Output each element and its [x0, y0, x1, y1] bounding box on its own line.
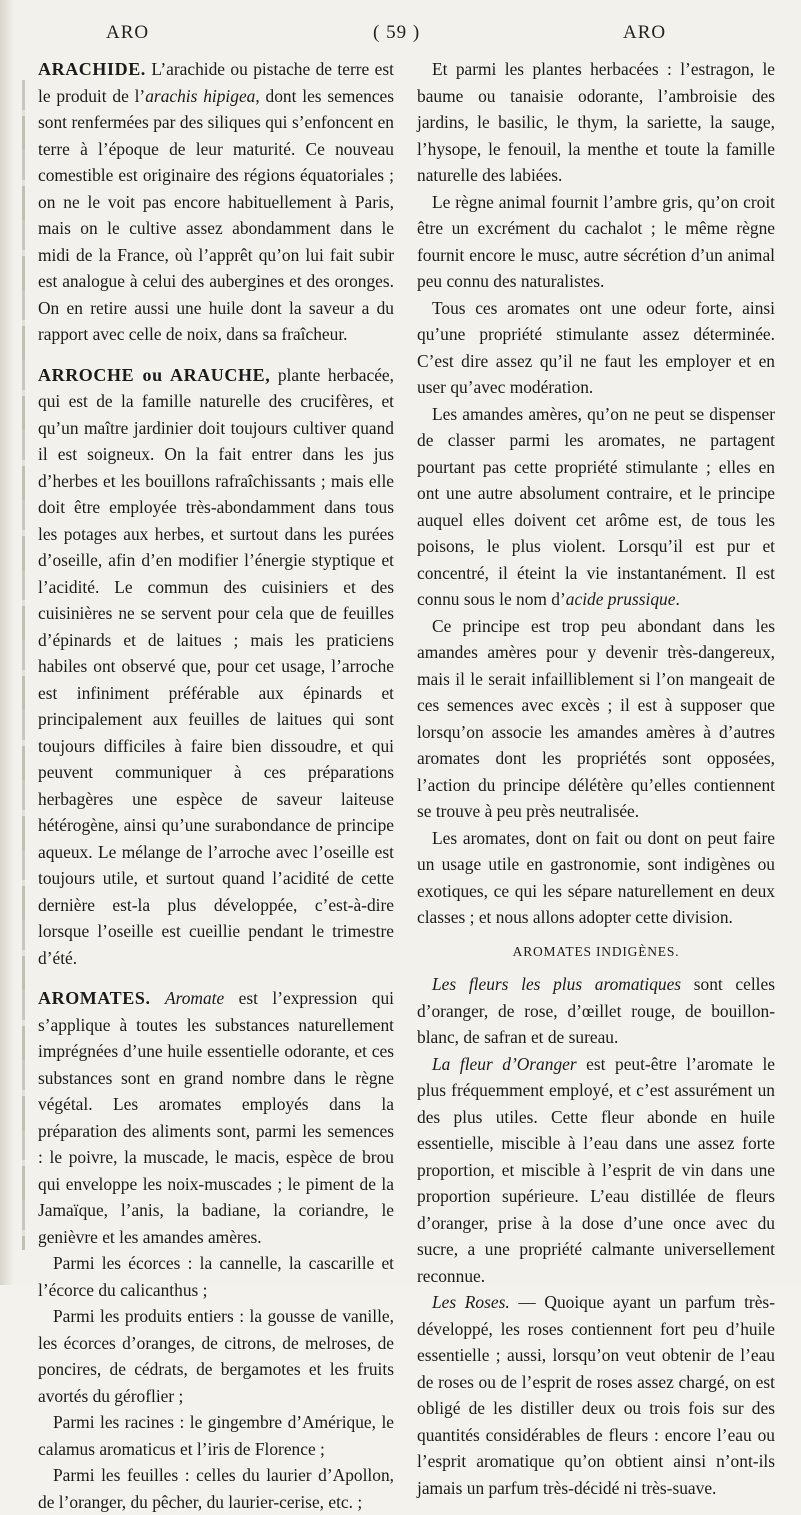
- paragraph-racines: Parmi les racines : le gingembre d’Amérique, le calamus aromaticus et l’iris de Florence ;: [38, 1412, 394, 1459]
- entry-text: plante herbacée, qui est de la famille naturelle des crucifères, et qu’un maître jardinier doit toujours cultiver quand il est soigneux. On la fait entrer dans les jus d’herbes et les bouillons rafraîchissants ; mais elle doit être employée très-abondamment dans tous les potages aux herbes, et surtout dans les purées d’oseille, afin d’en modifier l’énergie styptique et l’acidité. Le commun des cuisiniers et des cuisinières ne se servent pour cela que de feuilles d’épinards et de laitues ; mais les praticiens habiles ont observé que, pour cet usage, l’arroche est infiniment préférable aux épinards et principalement aux feuilles de laitues qui sont toujours difficiles à faire bien dissoudre, et qui peuvent communiquer à ces préparations herbagères une espèce de saveur laiteuse hétérogène, ainsi qu’une surabondance de principe aqueux. Le mélange de l’arroche avec l’oseille est toujours utile, et surtout quand l’acidité de cette dernière est-la plus développée, c’est-à-dire lorsque l’oseille est cueillie pendant le trimestre d’été.: [38, 364, 394, 968]
- page-edge-shadow: [0, 0, 14, 1285]
- margin-rule: [22, 80, 25, 1250]
- paragraph-odeur: Tous ces aromates ont une odeur forte, ainsi qu’une propriété stimulante assez déterminée. C’est dire assez qu’il ne faut les employer et en user qu’avec modération.: [417, 297, 775, 397]
- paragraph-text: est peut-être l’aromate le plus fréquemment employé, et c’est assurément un des plus utiles. Cette fleur abonde en huile essentielle, miscible à l’eau dans une assez forte proportion, et miscible à l’esprit de vin dans une proportion supérieure. L’eau distillée de fleurs d’oranger, prise à la dose d’une once avec du sucre, a une propriété calmante universellement reconnue.: [417, 1053, 775, 1286]
- entry-arroche: [38, 362, 394, 972]
- paragraph-gastronomie: Les aromates, dont on fait ou dont on peut faire un usage utile en gastronomie, sont indigènes ou exotiques, ce qui les sépare naturellement en deux classes ; et nous allons adopter cette division.: [417, 827, 775, 927]
- entry-italic: arachis hipigea: [145, 85, 256, 106]
- paragraph-text: sont celles d’oranger, de rose, d’œillet rouge, de bouillon-blanc, de safran et de sureau.: [417, 974, 775, 1047]
- left-column: [38, 56, 394, 1515]
- entry-italic: Aromate: [164, 988, 225, 1008]
- paragraph-italic: Les fleurs les plus aromatiques: [432, 974, 682, 994]
- paragraph-roses: [417, 1289, 775, 1501]
- paragraph-fleurs: [417, 971, 775, 1051]
- paragraph-amandes: [417, 401, 775, 613]
- entry-headword: ARACHIDE.: [38, 59, 146, 79]
- paragraph-ecorces: Parmi les écorces : la cannelle, la cascarille et l’écorce du calicanthus ;: [38, 1253, 394, 1300]
- entry-arachide: [38, 56, 394, 348]
- paragraph-herbacees: Et parmi les plantes herbacées : l’estragon, le baume ou tanaisie odorante, l’ambroisie des jardins, le basilic, le thym, la sariette, la sauge, l’hysope, le fenouil, la menthe et toute la famille naturelle des labiées.: [417, 59, 775, 185]
- paragraph-produits: Parmi les produits entiers : la gousse de vanille, les écorces d’oranges, de citrons, de melroses, de poncires, de cédrats, de bergamotes et les fruits avortés du géroflier ;: [38, 1306, 394, 1406]
- paragraph-italic: acide prussique: [565, 589, 676, 609]
- paragraph-principe: Ce principe est trop peu abondant dans les amandes amères pour y devenir très-dangereux, mais il le serait infailliblement si l’on mangeait de ces semences avec excès ; il est à supposer que lorsqu’on associe les amandes amères à d’autres aromates dont les propriétés sont opposées, l’action du principe délétère qu’elles contiennent se trouve à peu près neutralisée.: [417, 615, 775, 821]
- paragraph-text: Les amandes amères, qu’on ne peut se dispenser de classer parmi les aromates, ne partagent pourtant pas cette propriété stimulante ; elles en ont une autre absolument contraire, et le principe auquel elles doivent cet arôme est, de tous les poisons, le plus violent. Lorsqu’il est pur et concentré, il éteint la vie instantanément. Il est connu sous le nom d’: [417, 403, 775, 609]
- paragraph-text: — Quoique ayant un parfum très-développé, les roses contiennent fort peu d’huile essentielle ; aussi, lorsqu’on veut obtenir de l’eau de roses ou de l’esprit de roses assez chargé, on est obligé de les distiller deux ou trois fois sur des quantités considérables de fleurs : encore l’eau ou l’esprit aromatique qu’on obtient ainsi n’ont-ils jamais un parfum très-décidé ni très-suave.: [417, 1292, 775, 1498]
- paragraph-text: .: [675, 589, 680, 609]
- running-head-left: ARO: [106, 22, 150, 43]
- paragraph-italic: La fleur d’Oranger: [432, 1053, 577, 1074]
- entry-text: L’arachide ou pistache de terre est le produit de l’: [38, 59, 394, 106]
- section-heading: AROMATES INDIGÈNES.: [512, 943, 680, 959]
- entry-headword: ARROCHE ou ARAUCHE,: [38, 364, 271, 385]
- entry-text: , dont les semences sont renfermées par des siliques qui s’enfoncent en terre à l’époque de leur maturité. Ce nouveau comestible est originaire des régions équatoriales ; on ne le voit pas encore habituellement à Paris, mais on le cultive assez abondamment dans le midi de la France, où l’apprêt qu’on lui fait subir est analogue à celui des aubergines et des oronges. On en retire aussi une huile dont la saveur a du rapport avec celle de noix, dans sa fraîcheur.: [38, 85, 394, 344]
- paragraph-feuilles: Parmi les feuilles : celles du laurier d’Apollon, de l’oranger, du pêcher, du laurier-cerise, etc. ;: [38, 1465, 394, 1512]
- paragraph-oranger: [417, 1051, 775, 1290]
- paragraph-italic: Les Roses.: [432, 1292, 510, 1312]
- paragraph-animal: Le règne animal fournit l’ambre gris, qu’on croit être un excrément du cachalot ; le même règne fournit encore le musc, autre sécrétion d’un animal peu connu des naturalistes.: [417, 191, 775, 291]
- entry-headword: AROMATES.: [38, 988, 151, 1008]
- right-column: [417, 56, 775, 1501]
- entry-text: est l’expression qui s’applique à toutes les substances naturellement imprégnées d’une huile essentielle odorante, et ces substances sont en grand nombre dans le règne végétal. Les aromates employés dans la préparation des aliments sont, parmi les semences : le poivre, la muscade, le macis, espèce de brou qui enveloppe les noix-muscades ; le piment de la Jamaïque, l’anis, la badiane, la coriandre, le genièvre et les amandes amères.: [38, 988, 394, 1247]
- entry-aromates: [38, 985, 394, 1250]
- page-number: ( 59 ): [373, 22, 421, 43]
- running-head-right: ARO: [623, 22, 667, 43]
